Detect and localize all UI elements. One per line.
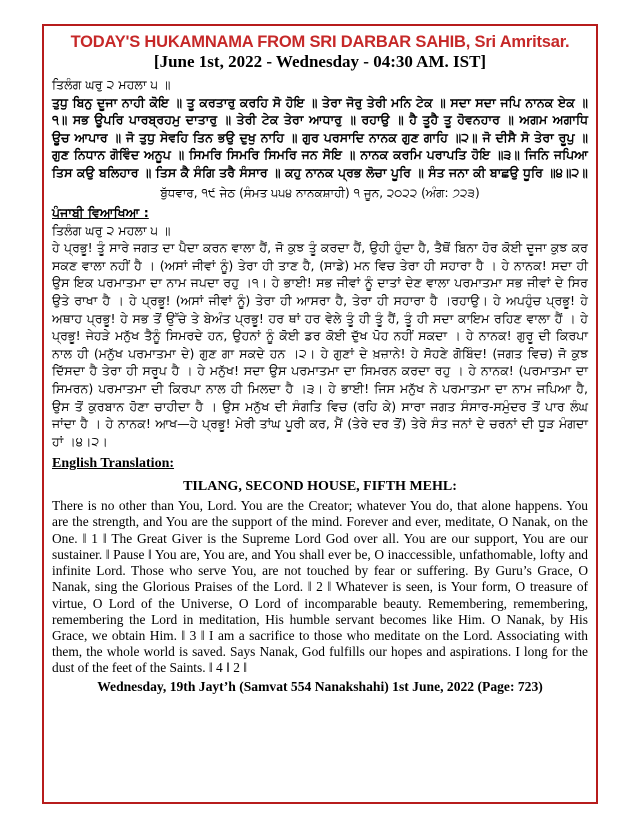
hukamnama-page — [42, 24, 598, 804]
punjabi-section-label: ਪੰਜਾਬੀ ਵਿਆਖਿਆ : — [52, 204, 149, 220]
date-line: [June 1st, 2022 - Wednesday - 04:30 AM. IST] — [153, 52, 487, 71]
english-heading: TILANG, SECOND HOUSE, FIFTH MEHL: — [183, 479, 457, 495]
punjabi-date: ਬੁੱਧਵਾਰ, ੧੯ ਜੇਠ (ਸੰਮਤ ੫੫੪ ਨਾਨਕਸ਼ਾਹੀ) ੧ ਜੂਨ, ੨੦੨੨ (ਅੰਗ: ੭੨੩) — [160, 185, 480, 200]
english-translation: There is no other than You, Lord. You are the Creator; whatever You do, that alone happens. You are the strength, and You are the support of the mind. Forever and ever, meditate, O Nanak, on the One. ‖ 1 ‖ The Great Giver is the Supreme Lord God over all. You are our support, You are our sustainer. ‖ Pause ‖ You are, You are, and You shall ever be, O inaccessible, unfathomable, lofty and infinite Lord. Those who serve You, are not touched by fear or suffering. By Guru’s Grace, O Nanak, sing the Glorious Praises of the Lord. ‖ 2 ‖ Whatever is seen, is Your form, O treasure of virtue, O Lord of the Universe, O Lord of incomparable beauty. Remembering, remembering, remembering the Lord in meditation, His humble servant becomes like Him. O Nanak, by His Grace, we obtain Him. ‖ 3 ‖ I am a sacrifice to those who meditate on the Lord. Associating with them, the whole world is saved. Says Nanak, God fulfills our hopes and aspirations. I long for the dust of the feet of the Saints. ‖ 4 ‖ 2 ‖ — [52, 498, 588, 676]
punjabi-section-heading: ਤਿਲੰਗ ਘਰੁ ੨ ਮਹਲਾ ੫ ॥ — [52, 222, 171, 238]
english-section-label: English Translation: — [52, 456, 175, 472]
shabad-text: ਤੁਧੁ ਬਿਨੁ ਦੂਜਾ ਨਾਹੀ ਕੋਇ ॥ ਤੂ ਕਰਤਾਰੁ ਕਰਹਿ ਸੋ ਹੋਇ ॥ ਤੇਰਾ ਜੋਰੁ ਤੇਰੀ ਮਨਿ ਟੇਕ ॥ ਸਦਾ ਸਦਾ ਜਪਿ ਨਾਨਕ ਏਕ ॥੧॥ ਸਭ ਊਪਰਿ ਪਾਰਬ੍ਰਹਮੁ ਦਾਤਾਰੁ ॥ ਤੇਰੀ ਟੇਕ ਤੇਰਾ ਆਧਾਰੁ ॥ ਰਹਾਉ ॥ ਹੈ ਤੂਹੈ ਤੂ ਹੋਵਨਹਾਰ ॥ ਅਗਮ ਅਗਾਧਿ ਊਚ ਆਪਾਰ ॥ ਜੋ ਤੁਧੁ ਸੇਵਹਿ ਤਿਨ ਭਉ ਦੁਖੁ ਨਾਹਿ ॥ ਗੁਰ ਪਰਸਾਦਿ ਨਾਨਕ ਗੁਣ ਗਾਹਿ ॥੨॥ ਜੋ ਦੀਸੈ ਸੋ ਤੇਰਾ ਰੂਪੁ ॥ ਗੁਣ ਨਿਧਾਨ ਗੋਵਿੰਦ ਅਨੂਪ ॥ ਸਿਮਰਿ ਸਿਮਰਿ ਸਿਮਰਿ ਜਨ ਸੋਇ ॥ ਨਾਨਕ ਕਰਮਿ ਪਰਾਪਤਿ ਹੋਇ ॥੩॥ ਜਿਨਿ ਜਪਿਆ ਤਿਸ ਕਉ ਬਲਿਹਾਰ ॥ ਤਿਸ ਕੈ ਸੰਗਿ ਤਰੈ ਸੰਸਾਰ ॥ ਕਹੁ ਨਾਨਕ ਪ੍ਰਭ ਲੋਚਾ ਪੂਰਿ ॥ ਸੰਤ ਜਨਾ ਕੀ ਬਾਛਉ ਧੂਰਿ ॥੪॥੨॥ — [52, 94, 588, 180]
shabad-heading: ਤਿਲੰਗ ਘਰੁ ੨ ਮਹਲਾ ੫ ॥ — [52, 77, 171, 92]
page-title: TODAY'S HUKAMNAMA FROM SRI DARBAR SAHIB, Sri Amritsar. — [70, 33, 570, 51]
punjabi-explanation: ਹੇ ਪ੍ਰਭੂ! ਤੂੰ ਸਾਰੇ ਜਗਤ ਦਾ ਪੈਦਾ ਕਰਨ ਵਾਲਾ ਹੈਂ, ਜੋ ਕੁਝ ਤੂੰ ਕਰਦਾ ਹੈਂ, ਉਹੀ ਹੁੰਦਾ ਹੈ, ਤੈਥੋਂ ਬਿਨਾ ਹੋਰ ਕੋਈ ਦੂਜਾ ਕੁਝ ਕਰ ਸਕਣ ਵਾਲਾ ਨਹੀਂ ਹੈ । (ਅਸਾਂ ਜੀਵਾਂ ਨੂੰ) ਤੇਰਾ ਹੀ ਤਾਣ ਹੈ, (ਸਾਡੇ) ਮਨ ਵਿਚ ਤੇਰਾ ਹੀ ਸਹਾਰਾ ਹੈ । ਹੇ ਨਾਨਕ! ਸਦਾ ਹੀ ਉਸ ਇਕ ਪਰਮਾਤਮਾ ਦਾ ਨਾਮ ਜਪਦਾ ਰਹੁ ।੧। ਹੇ ਭਾਈ! ਸਭ ਜੀਵਾਂ ਨੂੰ ਦਾਤਾਂ ਦੇਣ ਵਾਲਾ ਪਰਮਾਤਮਾ ਸਭ ਜੀਵਾਂ ਦੇ ਸਿਰ ਉਤੇ ਰਾਖਾ ਹੈ । ਹੇ ਪ੍ਰਭੂ! (ਅਸਾਂ ਜੀਵਾਂ ਨੂੰ) ਤੇਰਾ ਹੀ ਆਸਰਾ ਹੈ, ਤੇਰਾ ਹੀ ਸਹਾਰਾ ਹੈ ।ਰਹਾਉ। ਹੇ ਅਪਹੁੰਚ ਪ੍ਰਭੂ! ਹੇ ਅਥਾਹ ਪ੍ਰਭੂ! ਹੇ ਸਭ ਤੋਂ ਉੱਚੇ ਤੇ ਬੇਅੰਤ ਪ੍ਰਭੂ! ਹਰ ਥਾਂ ਹਰ ਵੇਲੇ ਤੂੰ ਹੀ ਤੂੰ ਹੈਂ, ਤੂੰ ਹੀ ਸਦਾ ਕਾਇਮ ਰਹਿਣ ਵਾਲਾ ਹੈਂ । ਹੇ ਪ੍ਰਭੂ! ਜੇਹੜੇ ਮਨੁੱਖ ਤੈਨੂੰ ਸਿਮਰਦੇ ਹਨ, ਉਹਨਾਂ ਨੂੰ ਕੋਈ ਡਰ ਕੋਈ ਦੁੱਖ ਪੋਹ ਨਹੀਂ ਸਕਦਾ । ਹੇ ਨਾਨਕ! ਗੁਰੂ ਦੀ ਕਿਰਪਾ ਨਾਲ ਹੀ (ਮਨੁੱਖ ਪਰਮਾਤਮਾ ਦੇ) ਗੁਣ ਗਾ ਸਕਦੇ ਹਨ ।੨। ਹੇ ਗੁਣਾਂ ਦੇ ਖ਼ਜ਼ਾਨੇ! ਹੇ ਸੋਹਣੇ ਗੋਬਿੰਦ! (ਜਗਤ ਵਿਚ) ਜੋ ਕੁਝ ਦਿੱਸਦਾ ਹੈ ਤੇਰਾ ਹੀ ਸਰੂਪ ਹੈ । ਹੇ ਮਨੁੱਖ! ਸਦਾ ਉਸ ਪਰਮਾਤਮਾ ਦਾ ਸਿਮਰਨ ਕਰਦਾ ਰਹੁ । ਹੇ ਨਾਨਕ! (ਪਰਮਾਤਮਾ ਦਾ ਸਿਮਰਨ) ਪਰਮਾਤਮਾ ਦੀ ਕਿਰਪਾ ਨਾਲ ਹੀ ਮਿਲਦਾ ਹੈ ।੩। ਹੇ ਭਾਈ! ਜਿਸ ਮਨੁੱਖ ਨੇ ਪਰਮਾਤਮਾ ਦਾ ਨਾਮ ਜਪਿਆ ਹੈ, ਉਸ ਤੋਂ ਕੁਰਬਾਨ ਹੋਣਾ ਚਾਹੀਦਾ ਹੈ । ਉਸ ਮਨੁੱਖ ਦੀ ਸੰਗਤਿ ਵਿਚ (ਰਹਿ ਕੇ) ਸਾਰਾ ਜਗਤ ਸੰਸਾਰ-ਸਮੁੰਦਰ ਤੋਂ ਪਾਰ ਲੰਘ ਜਾਂਦਾ ਹੈ । ਹੇ ਨਾਨਕ! ਆਖ—ਹੇ ਪ੍ਰਭੂ! ਮੇਰੀ ਤਾਂਘ ਪੂਰੀ ਕਰ, ਮੈਂ (ਤੇਰੇ ਦਰ ਤੋਂ) ਤੇਰੇ ਸੰਤ ਜਨਾਂ ਦੇ ਚਰਨਾਂ ਦੀ ਧੂੜ ਮੰਗਦਾ ਹਾਂ ।੪।੨। — [52, 240, 588, 449]
footer-date: Wednesday, 19th Jayt’h (Samvat 554 Nanakshahi) 1st June, 2022 (Page: 723) — [97, 678, 543, 694]
